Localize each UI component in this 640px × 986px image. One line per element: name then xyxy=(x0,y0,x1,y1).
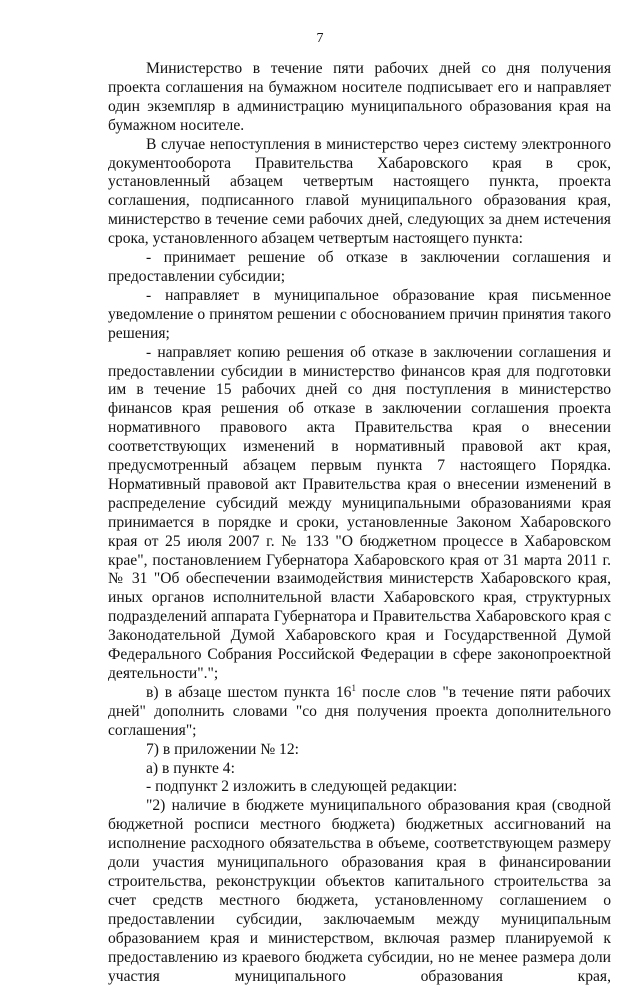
paragraph-notification: - направляет в муниципальное образование края письменное уведомление о принятом решении с обоснованием причин принятия такого решения; xyxy=(108,286,611,342)
item-v-before: в) в абзаце шестом пункта 16 xyxy=(146,683,352,701)
paragraph-subitem-2-intro: - подпункт 2 изложить в следующей редакции: xyxy=(146,778,458,796)
paragraph-non-receipt: В случае непоступления в министерство через систему электронного документооборота Правительства Хабаровского края в срок, установленный абзацем четвертым настоящего пункта, проекта соглашения, подписанного главой муниципального образования края, министерство в течение семи рабочих дней, следующих за днем истечения срока, установленного абзацем четвертым настоящего пункта: xyxy=(108,135,611,248)
paragraph-item-v xyxy=(108,684,611,741)
paragraph-refusal-decision: - принимает решение об отказе в заключении соглашения и предоставлении субсидии; xyxy=(108,249,611,285)
paragraph-subitem-2-text: "2) наличие в бюджете муниципального образования края (сводной бюджетной росписи местного бюджета) бюджетных ассигнований на исполнение расходного обязательства в объеме, соответствующем размеру доли участия муниципального образования края в финансировании строительства, реконструкции объектов капитального строительства за счет средств местного бюджета, установленному соглашением о предоставлении субсидии, заключаемым между муниципальным образованием края и министерством, включая размер планируемой к предоставлению из краевого бюджета субсидии, но не менее размера доли участия муниципального образования края, xyxy=(108,797,611,985)
paragraph-item-a: а) в пункте 4: xyxy=(146,759,235,777)
paragraph-item-7: 7) в приложении № 12: xyxy=(146,740,299,758)
item-v-after: после слов "в течение пяти рабочих дней" дополнить словами "со дня получения проекта дополнительного соглашения"; xyxy=(108,683,611,739)
paragraph-copy-to-finance: - направляет копию решения об отказе в заключении соглашения и предоставлении субсидии в министерство финансов края для подготовки им в течение 15 рабочих дней со дня поступления в министерство финансов края решения об отказе в заключении соглашения проекта нормативного правового акта Правительства края о внесении соответствующих изменений в нормативный правовой акт края, предусмотренный абзацем первым пункта 7 настоящего Порядка. Нормативный правовой акт Правительства края о внесении изменений в распределение субсидий между муниципальными образованиями края принимается в порядке и сроки, установленные Законом Хабаровского края от 25 июля 2007 г. № 133 "О бюджетном процессе в Хабаровском крае", постановлением Губернатора Хабаровского края от 31 марта 2011 г. № 31 "Об обеспечении взаимодействия министерств Хабаровского края, иных органов исполнительной власти Хабаровского края, структурных подразделений аппарата Губернатора и Правительства Хабаровского края с Законодательной Думой Хабаровского края и Государственной Думой Федерального Собрания Российской Федерации в сфере законопроектной деятельности"."; xyxy=(108,343,611,682)
paragraph-signing: Министерство в течение пяти рабочих дней со дня получения проекта соглашения на бумажном носителе подписывает его и направляет один экземпляр в администрацию муниципального образования края на бумажном носителе. xyxy=(108,60,611,134)
page-number: 7 xyxy=(316,31,324,46)
document-body xyxy=(108,60,611,986)
item-v-superscript: 1 xyxy=(351,682,356,693)
